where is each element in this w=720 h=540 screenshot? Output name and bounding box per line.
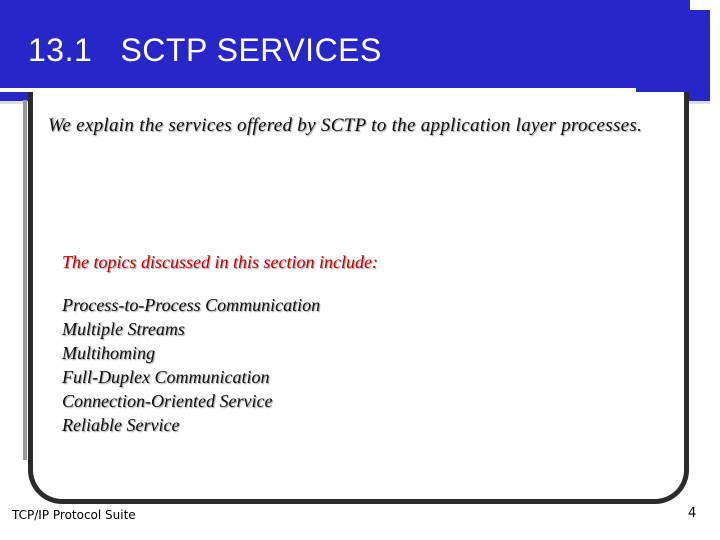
topic-item: Multiple Streams — [62, 319, 185, 339]
title-band-corner — [690, 0, 720, 10]
topic-item: Process-to-Process Communication — [62, 295, 321, 315]
intro-paragraph: We explain the services offered by SCTP to the application layer processes. — [48, 115, 643, 136]
topic-item: Multihoming — [62, 343, 155, 363]
topic-item: Connection-Oriented Service — [62, 391, 273, 411]
frame-shadow — [23, 100, 27, 460]
topic-item: Reliable Service — [62, 415, 180, 435]
topics-list — [62, 293, 320, 437]
topic-item: Full-Duplex Communication — [62, 367, 270, 387]
page-number: 4 — [688, 506, 697, 521]
topics-heading: The topics discussed in this section include: — [62, 252, 378, 272]
slide-title: 13.1 SCTP SERVICES — [28, 32, 382, 68]
footer-text: TCP/IP Protocol Suite — [12, 508, 136, 522]
